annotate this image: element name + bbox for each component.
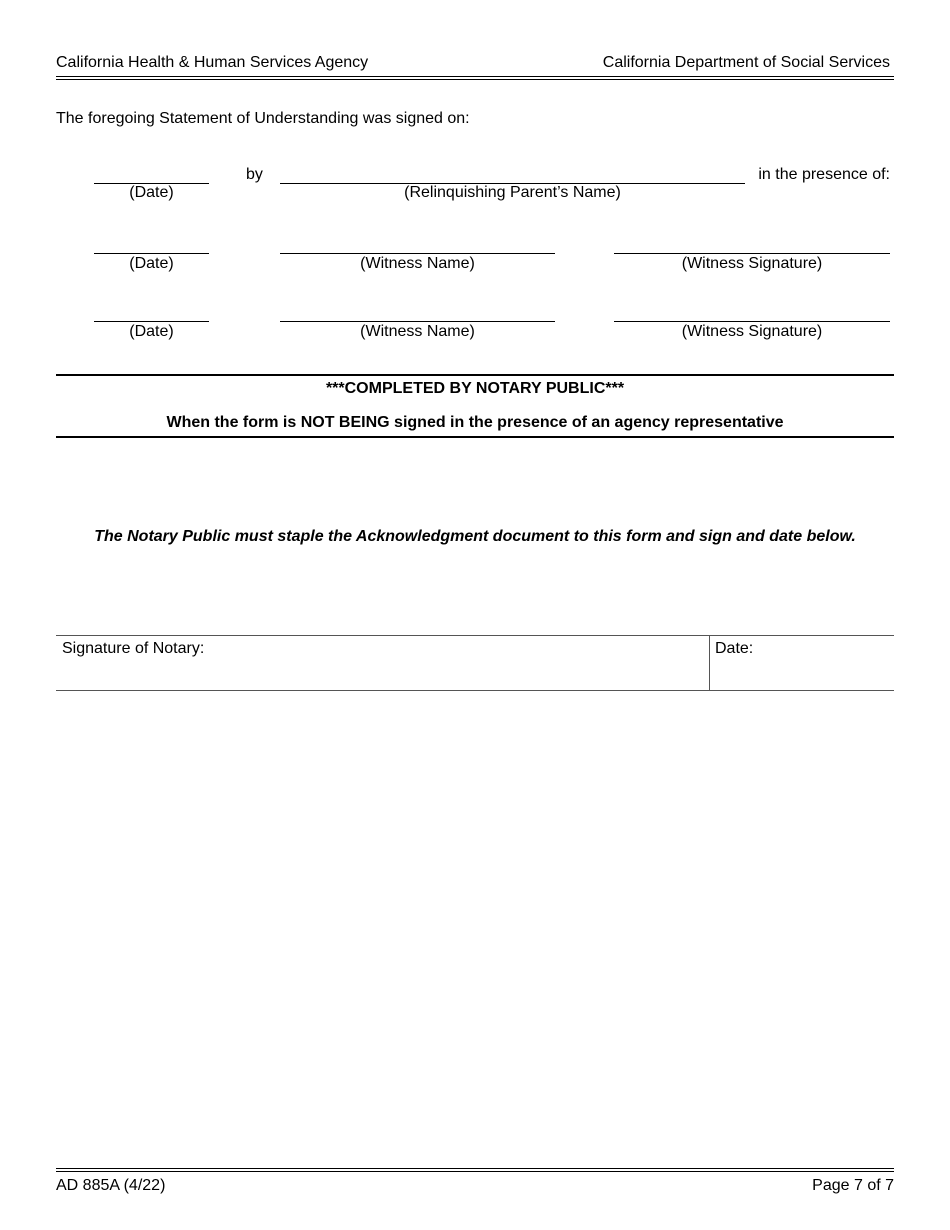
notary-bottom-rule	[56, 436, 894, 438]
witness-2-name-caption: (Witness Name)	[360, 323, 475, 340]
notary-date-field[interactable]	[710, 636, 894, 689]
notary-signature-label: Signature of Notary:	[62, 640, 205, 657]
footer-divider	[56, 1168, 894, 1172]
witness-1-name-caption: (Witness Name)	[360, 255, 475, 272]
notary-box-bottom	[56, 690, 894, 691]
notary-date-label: Date:	[715, 640, 754, 657]
presence-label: in the presence of:	[758, 166, 890, 183]
signing-date-caption: (Date)	[129, 184, 174, 201]
witness-2-date-caption: (Date)	[129, 323, 174, 340]
by-label: by	[246, 166, 263, 183]
notary-signature-field[interactable]	[57, 636, 708, 689]
witness-1-date-caption: (Date)	[129, 255, 174, 272]
page-number: Page 7 of 7	[812, 1177, 894, 1194]
agency-name: California Health & Human Services Agency	[56, 54, 369, 71]
notary-top-rule	[56, 374, 894, 376]
department-name: California Department of Social Services	[602, 54, 890, 71]
witness-1-signature-caption: (Witness Signature)	[681, 255, 823, 272]
notary-heading: ***COMPLETED BY NOTARY PUBLIC***	[325, 380, 625, 397]
intro-statement: The foregoing Statement of Understanding was signed on:	[56, 110, 470, 127]
parent-name-caption: (Relinquishing Parent’s Name)	[404, 184, 621, 201]
form-id: AD 885A (4/22)	[56, 1177, 166, 1194]
header-divider	[56, 76, 894, 80]
notary-instruction: The Notary Public must staple the Acknowledgment document to this form and sign and date below.	[94, 528, 856, 545]
notary-subheading: When the form is NOT BEING signed in the presence of an agency representative	[166, 414, 784, 431]
witness-2-signature-caption: (Witness Signature)	[681, 323, 823, 340]
